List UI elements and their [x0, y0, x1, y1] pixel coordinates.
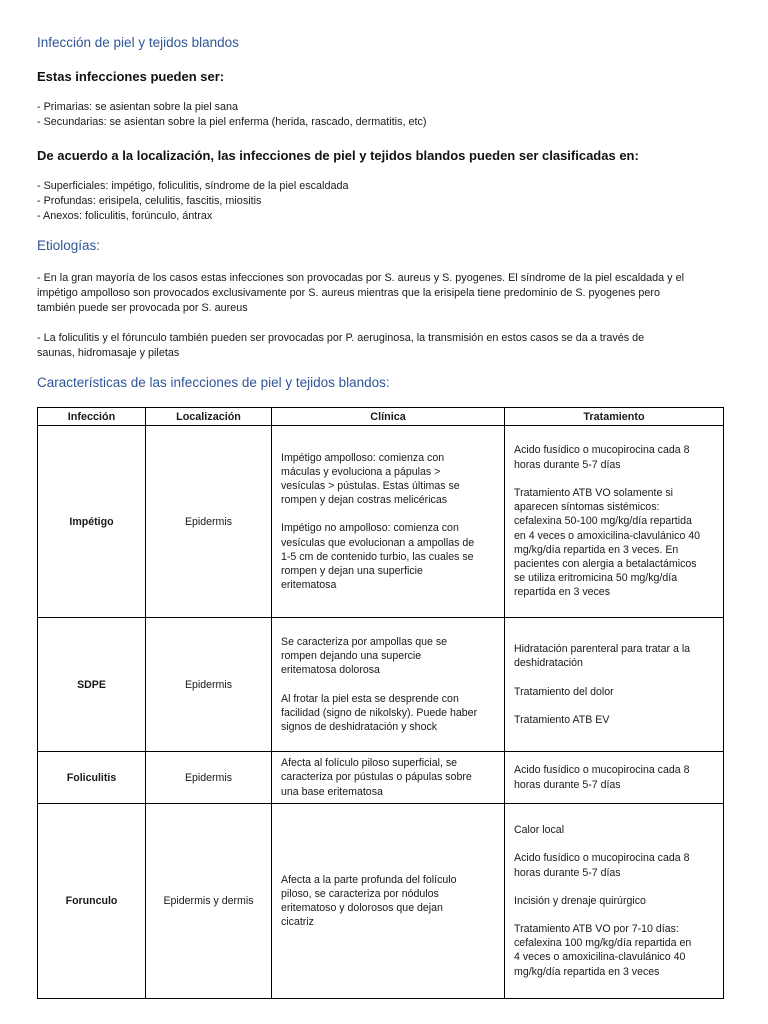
types-list [37, 100, 426, 130]
cell-line: una base eritematosa [281, 785, 383, 798]
cell-line: Acido fusídico o mucopirocina cada 8 [514, 852, 690, 865]
cell-paragraph [514, 713, 717, 727]
table-row [38, 804, 724, 999]
cell-line: Acido fusídico o mucopirocina cada 8 [514, 444, 690, 457]
cell-line: cefalexina 50-100 mg/kg/día repartida [514, 515, 692, 528]
cell-line: Impétigo ampolloso: comienza con [281, 451, 445, 464]
infection-cell: Foliculitis [38, 752, 146, 804]
cell-paragraph [514, 823, 717, 837]
etiology-paragraph-1 [37, 271, 684, 316]
infections-table [37, 407, 724, 999]
cell-line: rompen y dejan una superficie [281, 565, 423, 577]
cell-line: cefalexina 100 mg/kg/día repartida en [514, 937, 692, 950]
column-header: Localización [146, 408, 272, 426]
list-item: - Anexos: foliculitis, forúnculo, ántrax [37, 210, 213, 222]
cell-line: máculas y evoluciona a pápulas > [281, 465, 441, 478]
cell-paragraph [514, 851, 717, 879]
paragraph-line: - La foliculitis y el fórunculo también pueden ser provocadas por P. aeruginosa, la transmisión en estos casos se da a través de [37, 332, 645, 344]
cell-line: eritematoso y dolorosos que dejan [281, 902, 443, 914]
cell-line: repartida en 3 veces [514, 586, 610, 599]
cell-line: se utiliza eritromicina 50 mg/kg/día [514, 572, 678, 585]
clinic-cell [272, 426, 505, 618]
paragraph-line: impétigo ampolloso son provocados exclusivamente por S. aureus mientras que la erisipela tiene predominio de S. pyogenes pero [37, 287, 660, 299]
cell-paragraph [514, 443, 717, 471]
localization-heading: De acuerdo a la localización, las infecciones de piel y tejidos blandos pueden ser clasificadas en: [37, 148, 639, 163]
cell-line: 4 veces o amoxicilina-clavulánico 40 [514, 951, 686, 964]
cell-line: Afecta a la parte profunda del folículo [281, 873, 457, 886]
column-header: Clínica [272, 408, 505, 426]
table-row [38, 618, 724, 752]
cell-paragraph [514, 894, 717, 908]
cell-line: Tratamiento del dolor [514, 685, 614, 698]
column-header: Infección [38, 408, 146, 426]
cell-line: caracteriza por pústulas o pápulas sobre [281, 771, 472, 784]
location-cell: Epidermis [146, 752, 272, 804]
cell-paragraph [281, 692, 498, 735]
cell-line: Calor local [514, 824, 565, 837]
cell-line: Se caracteriza por ampollas que se [281, 635, 448, 648]
cell-line: eritematosa [281, 579, 337, 592]
cell-line: Al frotar la piel esta se desprende con [281, 692, 459, 705]
paragraph-line: saunas, hidromasaje y piletas [37, 347, 180, 359]
infection-cell: Forunculo [38, 804, 146, 999]
treatment-cell [505, 804, 724, 999]
treatment-cell [505, 426, 724, 618]
cell-paragraph [514, 486, 717, 600]
cell-paragraph [281, 635, 498, 678]
list-item: - Superficiales: impétigo, foliculitis, síndrome de la piel escaldada [37, 180, 349, 192]
cell-line: pacientes con alergia a betalactámicos [514, 557, 697, 570]
treatment-cell [505, 618, 724, 752]
paragraph-line: también puede ser provocada por S. aureus [37, 302, 248, 314]
infection-cell: Impétigo [38, 426, 146, 618]
list-item: - Primarias: se asientan sobre la piel sana [37, 101, 239, 113]
table-row [38, 426, 724, 618]
table-heading: Características de las infecciones de piel y tejidos blandos: [37, 375, 390, 390]
cell-line: vesículas > pústulas. Estas últimas se [281, 479, 460, 492]
cell-line: mg/kg/día repartida en 3 veces [514, 965, 660, 978]
cell-line: deshidratación [514, 657, 583, 670]
cell-line: 1-5 cm de contenido turbio, las cuales se [281, 550, 474, 563]
table-header-row [38, 408, 724, 426]
cell-paragraph [281, 873, 498, 930]
cell-line: piloso, se caracteriza por nódulos [281, 887, 439, 900]
cell-line: mg/kg/día repartida en 3 veces. En [514, 543, 679, 556]
cell-line: Afecta al folículo piloso superficial, se [281, 757, 458, 770]
cell-line: eritematosa dolorosa [281, 664, 380, 677]
cell-paragraph [281, 521, 498, 592]
location-cell: Epidermis [146, 426, 272, 618]
infection-cell: SDPE [38, 618, 146, 752]
etiology-heading: Etiologías: [37, 238, 101, 253]
cell-line: Tratamiento ATB VO por 7-10 días: [514, 923, 679, 935]
cell-line: aparecen síntomas sistémicos: [514, 501, 660, 514]
cell-line: cicatriz [281, 916, 314, 929]
cell-line: horas durante 5-7 días [514, 778, 621, 791]
etiology-paragraph-2 [37, 331, 644, 361]
cell-paragraph [514, 642, 717, 670]
table-row [38, 752, 724, 804]
localization-list [37, 179, 348, 224]
cell-line: Acido fusídico o mucopirocina cada 8 [514, 764, 690, 777]
location-cell: Epidermis y dermis [146, 804, 272, 999]
cell-line: Hidratación parenteral para tratar a la [514, 643, 691, 656]
cell-line: Impétigo no ampolloso: comienza con [281, 522, 459, 535]
cell-line: Tratamiento ATB EV [514, 713, 610, 726]
cell-line: vesículas que evolucionan a ampollas de [281, 536, 475, 549]
clinic-cell [272, 618, 505, 752]
cell-paragraph [281, 451, 498, 508]
cell-line: facilidad (signo de nikolsky). Puede haber [281, 706, 478, 719]
cell-paragraph [514, 922, 717, 979]
cell-paragraph [281, 756, 498, 799]
clinic-cell [272, 752, 505, 804]
location-cell: Epidermis [146, 618, 272, 752]
cell-line: horas durante 5-7 días [514, 866, 621, 879]
cell-line: rompen y dejan costras melicéricas [281, 494, 448, 507]
cell-paragraph [514, 685, 717, 699]
paragraph-line: - En la gran mayoría de los casos estas infecciones son provocadas por S. aureus y S. pyogenes. El síndrome de la piel escaldada y el [37, 272, 684, 284]
types-heading: Estas infecciones pueden ser: [37, 69, 225, 84]
treatment-cell [505, 752, 724, 804]
column-header: Tratamiento [505, 408, 724, 426]
list-item: - Profundas: erisipela, celulitis, fascitis, miositis [37, 195, 262, 207]
clinic-cell [272, 804, 505, 999]
cell-line: Incisión y drenaje quirúrgico [514, 894, 646, 907]
page-title: Infección de piel y tejidos blandos [37, 35, 239, 50]
cell-line: Tratamiento ATB VO solamente si [514, 486, 673, 499]
cell-line: horas durante 5-7 días [514, 458, 621, 471]
cell-paragraph [514, 763, 717, 791]
list-item: - Secundarias: se asientan sobre la piel enferma (herida, rascado, dermatitis, etc) [37, 116, 427, 128]
cell-line: signos de deshidratación y shock [281, 720, 438, 733]
cell-line: en 4 veces o amoxicilina-clavulánico 40 [514, 529, 701, 542]
cell-line: rompen dejando una supercie [281, 650, 422, 663]
